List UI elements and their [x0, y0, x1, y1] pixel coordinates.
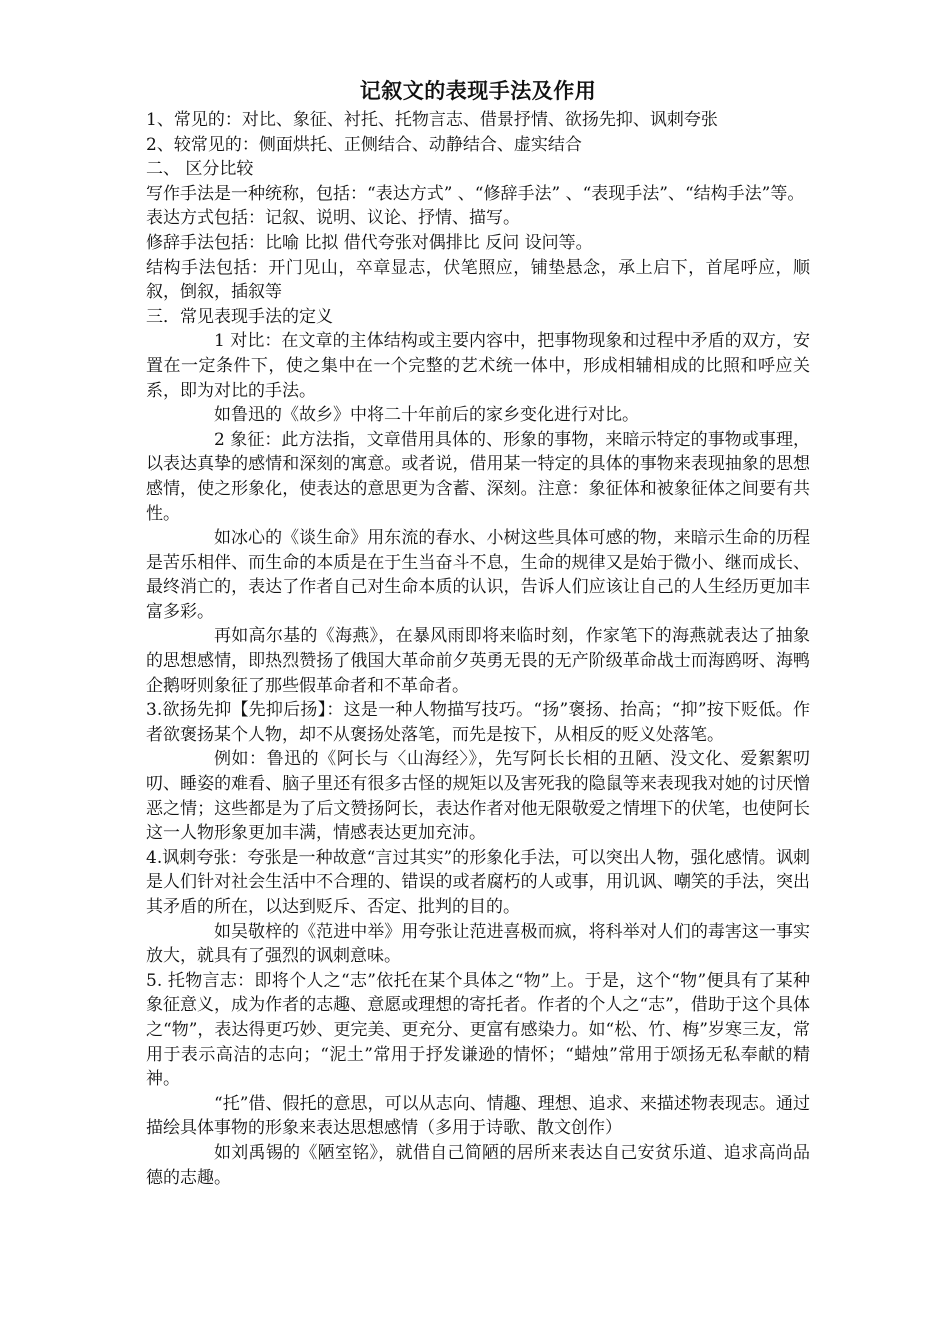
- less-common-techniques-line: 2、较常见的：侧面烘托、正侧结合、动静结合、虚实结合: [146, 134, 582, 155]
- satire-exaggeration-example: 如吴敬梓的《范进中举》用夸张让范进喜极而疯，将科举对人们的毒害这一事实放大，就具有了强烈的讽刺意味。: [146, 921, 810, 967]
- object-expresses-will-paragraph: 5. 托物言志：即将个人之“志”依托在某个具体之“物”上。于是，这个“物”便具有了某种象征意义，成为作者的志趣、意愿或理想的寄托者。作者的个人之“志”，借助于这个具体之“物”，表达得更巧妙、更完美、更充分、更富有感染力。如“松、竹、梅”岁寒三友，常用于表示高洁的志向；“泥土”常用于抒发谦逊的情怀；“蜡烛”常用于颂扬无私奉献的精神。: [146, 970, 810, 1090]
- suppress-then-praise-paragraph: 3.欲扬先抑【先抑后扬】：这是一种人物描写技巧。“扬”褒扬、抬高；“抑”按下贬低。作者欲褒扬某个人物，却不从褒扬处落笔，而先是按下，从相反的贬义处落笔。: [146, 700, 810, 745]
- contrast-example-paragraph: 如鲁迅的《故乡》中将二十年前后的家乡变化进行对比。: [214, 405, 639, 426]
- expression-modes-line: 表达方式包括：记叙、说明、议论、抒情、描写。: [146, 208, 520, 229]
- suppress-then-praise-example: 例如：鲁迅的《阿长与〈山海经〉》，先写阿长长相的丑陋、没文化、爱絮絮叨叨、睡姿的难看、脑子里还有很多古怪的规矩以及害死我的隐鼠等来表现我对她的讨厌憎恶之情；这些都是为了后文赞扬阿长，表达作者对他无限敬爱之情埋下的伏笔，也使阿长这一人物形象更加丰满，情感表达更加充沛。: [146, 749, 810, 844]
- section-heading-definitions: 三．常见表现手法的定义: [146, 306, 333, 327]
- object-expresses-will-example: 如刘禹锡的《陋室铭》，就借自己简陋的居所来表达自己安贫乐道、追求高尚品德的志趣。: [146, 1142, 810, 1188]
- contrast-definition-paragraph: 1 对比：在文章的主体结构或主要内容中，把事物现象和过程中矛盾的双方，安置在一定条件下，使之集中在一个完整的艺术统一体中，形成相辅相成的比照和呼应关系，即为对比的手法。: [146, 331, 810, 401]
- symbolism-example-paragraph-2: 再如高尔基的《海燕》，在暴风雨即将来临时刻，作家笔下的海燕就表达了抽象的思想感情，即热烈赞扬了俄国大革命前夕英勇无畏的无产阶级革命战士而海鸥呀、海鸭企鹅呀则象征了那些假革命者和不革命者。: [146, 626, 810, 696]
- common-techniques-line: 1、常见的：对比、象征、衬托、托物言志、借景抒情、欲扬先抑、讽刺夸张: [146, 110, 718, 130]
- document-title: 记叙文的表现手法及作用: [359, 78, 597, 103]
- writing-methods-paragraph: 写作手法是一种统称，包括：“表达方式” 、“修辞手法” 、“表现手法”、“结构手法”等。: [146, 183, 805, 204]
- object-expresses-will-explanation: “托”借、假托的意思，可以从志向、情趣、理想、追求、来描述物表现志。通过描绘具体事物的形象来表达思想感情（多用于诗歌、散文创作）: [146, 1093, 810, 1139]
- rhetoric-methods-line: 修辞手法包括：比喻 比拟 借代夸张对偶排比 反问 设问等。: [146, 232, 593, 253]
- structure-methods-paragraph: 结构手法包括：开门见山，卒章显志，伏笔照应，铺垫悬念，承上启下，首尾呼应，顺叙，倒叙，插叙等: [146, 257, 810, 303]
- symbolism-definition-paragraph: 2 象征：此方法指，文章借用具体的、形象的事物，来暗示特定的事物或事理，以表达真挚的感情和深刻的寓意。或者说，借用某一特定的具体的事物来表现抽象的思想感情，使之形象化，使表达的意思更为含蓄、深刻。注意：象征体和被象征体之间要有共性。: [146, 429, 810, 524]
- section-heading-compare: 二、 区分比较: [146, 159, 254, 180]
- satire-exaggeration-paragraph: 4.讽刺夸张：夸张是一种故意“言过其实”的形象化手法，可以突出人物，强化感情。讽刺是人们针对社会生活中不合理的、错误的或者腐朽的人或事，用讥讽、嘲笑的手法，突出其矛盾的所在，以达到贬斥、否定、批判的目的。: [146, 847, 810, 917]
- symbolism-example-paragraph-1: 如冰心的《谈生命》用东流的春水、小树这些具体可感的物，来暗示生命的历程是苦乐相伴、而生命的本质是在于生当奋斗不息，生命的规律又是始于微小、继而成长、最终消亡的，表达了作者自己对生命本质的认识，告诉人们应该让自己的人生经历更加丰富多彩。: [146, 528, 810, 622]
